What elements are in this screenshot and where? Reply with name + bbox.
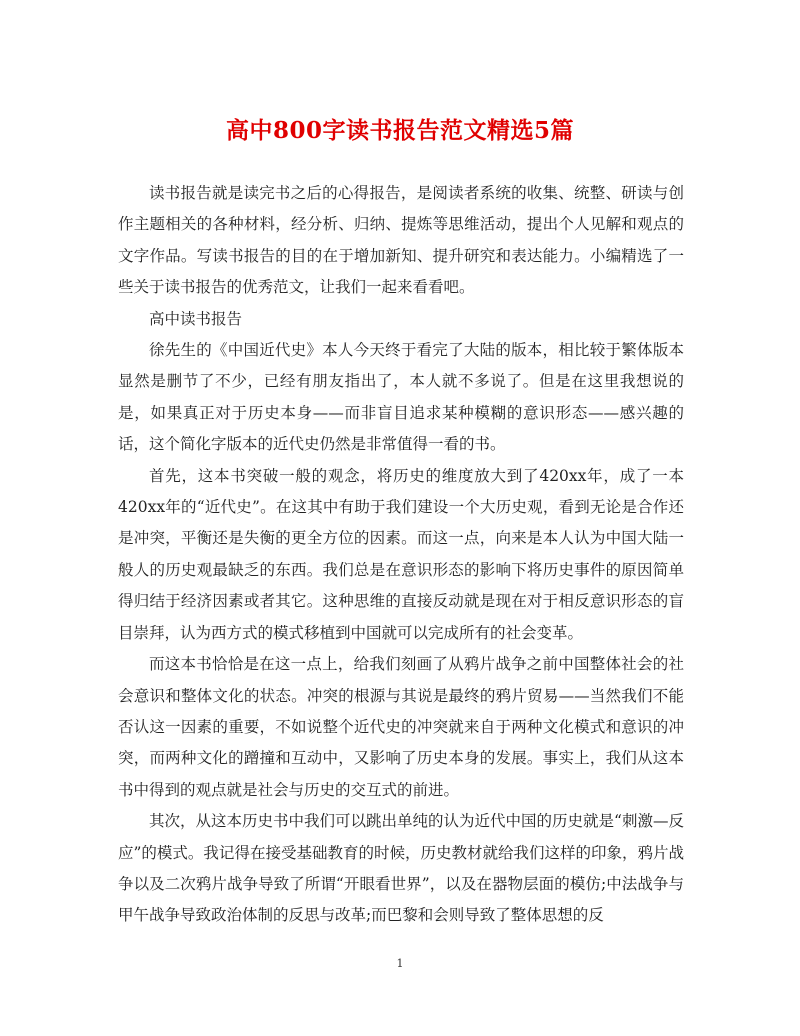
body-paragraph: 其次，从这本历史书中我们可以跳出单纯的认为近代中国的历史就是“刺激—反应”的模式。我记得在接受基础教育的时候，历史教材就给我们这样的印象，鸦片战争以及二次鸦片战争导致了所谓“开眼看世界”，以及在器物层面的模仿;中法战争与甲午战争导致政治体制的反思与改革;而巴黎和会则导致了整体思想的反	[118, 812, 684, 925]
page-number: 1	[396, 957, 404, 970]
section-heading: 高中读书报告	[149, 309, 243, 328]
body-paragraph: 首先，这本书突破一般的观念，将历史的维度放大到了420xx年，成了一本420xx年的“近代史”。在这其中有助于我们建设一个大历史观，看到无论是合作还是冲突，平衡还是失衡的更全方位的因素。而这一点，向来是本人认为中国大陆一般人的历史观最缺乏的东西。我们总是在意识形态的影响下将历史事件的原因简单得归结于经济因素或者其它。这种思维的直接反动就是现在对于相反意识形态的盲目崇拜，认为西方式的模式移植到中国就可以完成所有的社会变革。	[118, 466, 684, 642]
intro-paragraph: 读书报告就是读完书之后的心得报告，是阅读者系统的收集、统整、研读与创作主题相关的各种材料，经分析、归纳、提炼等思维活动，提出个人见解和观点的文字作品。写读书报告的目的在于增加新知、提升研究和表达能力。小编精选了一些关于读书报告的优秀范文，让我们一起来看看吧。	[118, 184, 684, 297]
document-body	[118, 178, 684, 932]
page-title: 高中800字读书报告范文精选5篇	[225, 117, 574, 144]
body-paragraph: 而这本书恰恰是在这一点上，给我们刻画了从鸦片战争之前中国整体社会的社会意识和整体文化的状态。冲突的根源与其说是最终的鸦片贸易——当然我们不能否认这一因素的重要，不如说整个近代史的冲突就来自于两种文化模式和意识的冲突，而两种文化的蹭撞和互动中，又影响了历史本身的发展。事实上，我们从这本书中得到的观点就是社会与历史的交互式的前进。	[118, 655, 684, 799]
body-paragraph: 徐先生的《中国近代史》本人今天终于看完了大陆的版本，相比较于繁体版本显然是删节了不少，已经有朋友指出了，本人就不多说了。但是在这里我想说的是，如果真正对于历史本身——而非盲目追求某种模糊的意识形态——感兴趣的话，这个简化字版本的近代史仍然是非常值得一看的书。	[118, 341, 684, 454]
